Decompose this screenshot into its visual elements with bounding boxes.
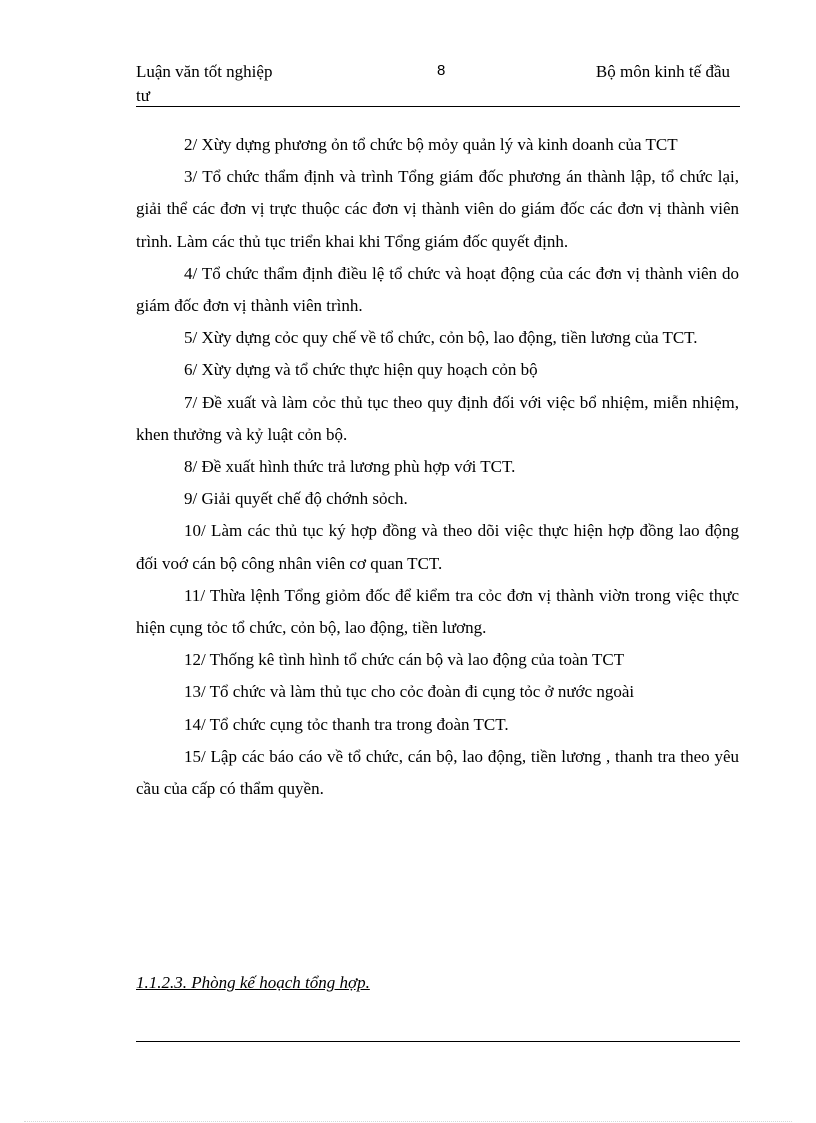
paragraph-item-4: 4/ Tổ chức thẩm định điều lệ tổ chức và hoạt động của các đơn vị thành viên do giám đốc đơn vị thành viên trình. bbox=[136, 263, 739, 316]
paragraph-item-3: 3/ Tổ chức thẩm định và trình Tổng giám đốc phương án thành lập, tổ chức lại, giải thể các đơn vị trực thuộc các đơn vị thành viên do giám đốc các đơn vị thành viên trình. Làm các thủ tục triển khai khi Tổng giám đốc quyết định. bbox=[136, 167, 739, 251]
paragraph-item-11: 11/ Thừa lệnh Tổng giỏm đốc để kiểm tra cỏc đơn vị thành viờn trong việc thực hiện cụng tỏc tổ chức, cỏn bộ, lao động, tiền lương. bbox=[136, 585, 739, 638]
header-left-title bbox=[136, 60, 272, 108]
paragraph-item-2: 2/ Xừy dựng phương ỏn tổ chức bộ mỏy quản lý và kinh doanh của TCT bbox=[184, 135, 678, 154]
paragraph-item-12: 12/ Thống kê tình hình tổ chức cán bộ và lao động của toàn TCT bbox=[184, 650, 625, 670]
paragraph-item-14: 14/ Tổ chức cụng tỏc thanh tra trong đoàn TCT. bbox=[184, 714, 509, 734]
paragraph-item-15: 15/ Lập các báo cáo về tổ chức, cán bộ, lao động, tiền lương , thanh tra theo yêu cầu của cấp có thẩm quyền. bbox=[136, 746, 739, 799]
paragraph-item-6: 6/ Xừy dựng và tổ chức thực hiện quy hoạch cỏn bộ bbox=[184, 360, 538, 380]
paragraph-item-10: 10/ Làm các thủ tục ký hợp đồng và theo dõi việc thực hiện hợp đồng lao động đối voớ cán bộ công nhân viên cơ quan TCT. bbox=[136, 521, 739, 573]
page-bottom-edge bbox=[24, 1121, 792, 1122]
paragraph-item-5: 5/ Xừy dựng cỏc quy chế về tổ chức, cỏn bộ, lao động, tiền lương của TCT. bbox=[184, 328, 698, 348]
header-divider bbox=[136, 106, 740, 107]
footer-divider bbox=[136, 1041, 740, 1042]
paragraph-item-8: 8/ Đề xuất hình thức trả lương phù hợp với TCT. bbox=[184, 457, 516, 477]
body-text bbox=[136, 129, 739, 805]
header-left-title-line1: Luận văn tốt nghiệp bbox=[136, 62, 273, 81]
page-number: 8 bbox=[437, 62, 446, 79]
header-left-title-line2: tư bbox=[136, 86, 150, 105]
header-right-title: Bộ môn kinh tế đầu bbox=[595, 62, 730, 81]
paragraph-item-13: 13/ Tổ chức và làm thủ tục cho cỏc đoàn đi cụng tỏc ở nước ngoài bbox=[184, 682, 635, 702]
paragraph-item-9: 9/ Giải quyết chế độ chớnh sỏch. bbox=[184, 489, 408, 509]
section-heading: 1.1.2.3. Phòng kế hoạch tổng hợp. bbox=[136, 973, 370, 992]
page-header bbox=[136, 60, 740, 106]
paragraph-item-7: 7/ Đề xuất và làm cỏc thủ tục theo quy định đối với việc bổ nhiệm, miễn nhiệm, khen thưởng và kỷ luật cỏn bộ. bbox=[136, 392, 739, 444]
